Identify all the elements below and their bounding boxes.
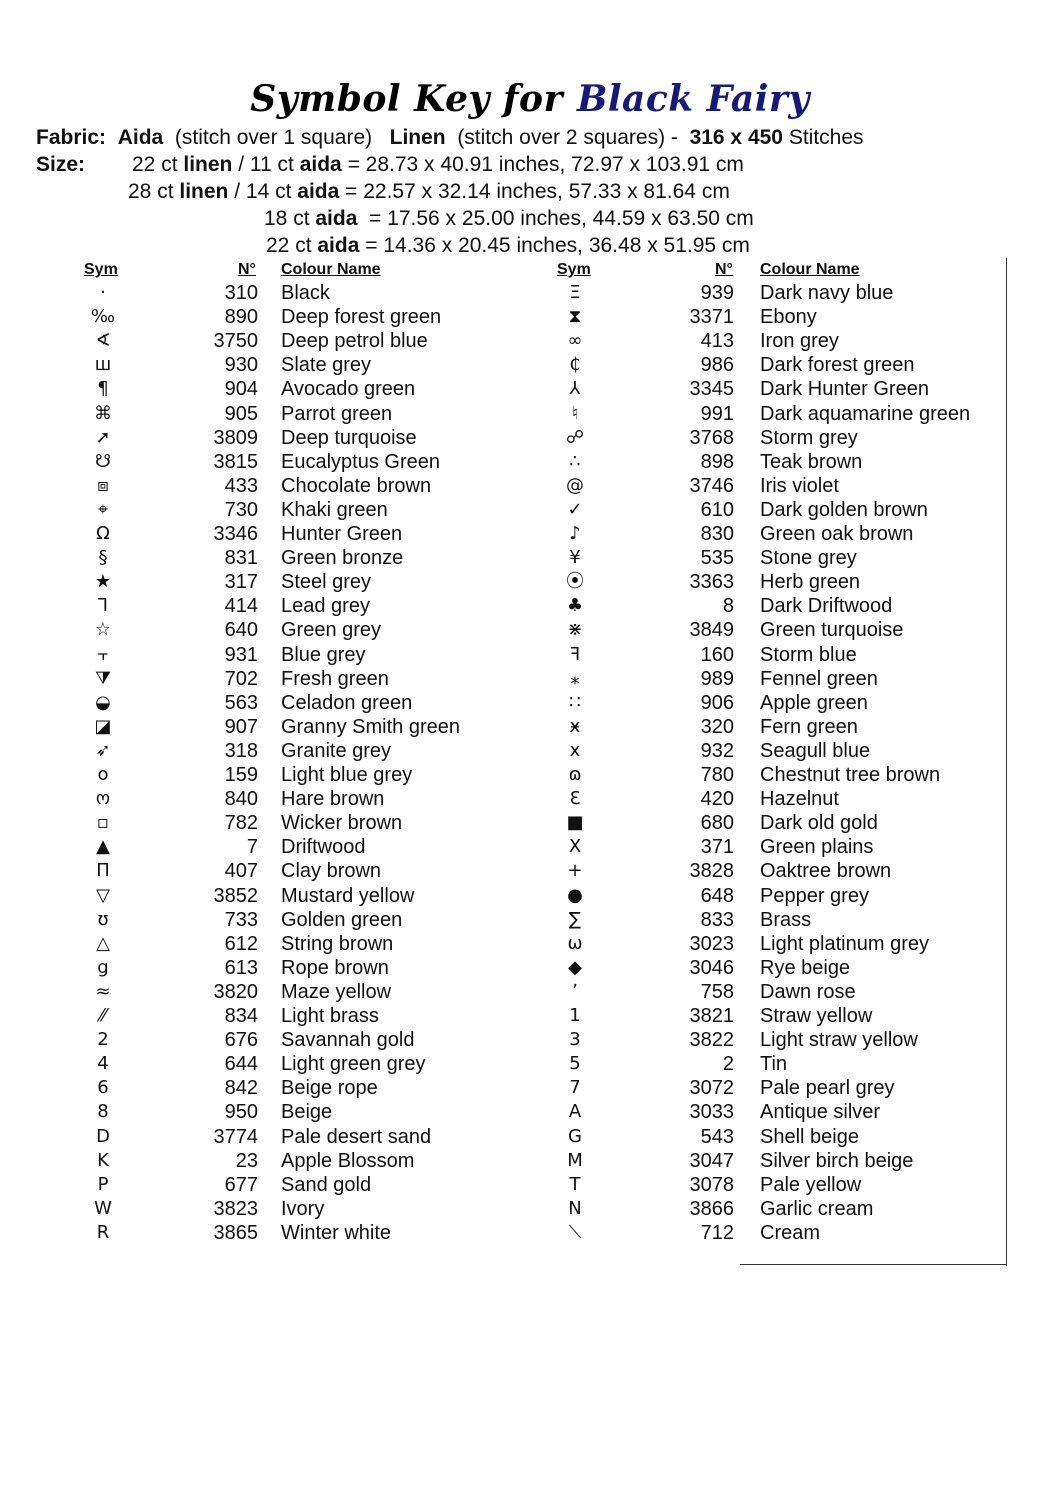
symbol-glyph: ∞ [567, 330, 583, 352]
colour-name: Straw yellow [760, 1005, 873, 1027]
size-text: / 14 ct [228, 180, 298, 203]
size-label: Size: [36, 153, 86, 176]
colour-name: Dark old gold [760, 812, 878, 835]
symbol-glyph: N [568, 1197, 582, 1219]
symbol-glyph: △ [96, 932, 110, 954]
colour-name: Steel grey [281, 571, 372, 594]
thread-number: 433 [224, 474, 258, 497]
colour-name: Parrot green [281, 402, 393, 425]
fabric-linen-note: (stitch over 2 squares) - [457, 126, 678, 149]
size-text: 28 ct [128, 180, 180, 203]
colour-name: Storm blue [760, 643, 857, 666]
thread-number: 2 [722, 1053, 734, 1076]
thread-number: 3822 [689, 1029, 734, 1052]
symbol-glyph: ⁎ [570, 667, 580, 689]
colour-name: Granny Smith green [281, 715, 460, 738]
colour-name: Winter white [281, 1221, 392, 1244]
thread-number: 159 [224, 764, 258, 786]
symbol-glyph: ӿ [569, 715, 581, 737]
colour-name: Dawn rose [760, 980, 856, 1003]
size-line [264, 207, 754, 231]
colour-name: Deep forest green [281, 306, 442, 329]
thread-number: 906 [700, 691, 734, 714]
colour-name: Silver birch beige [760, 1149, 914, 1172]
thread-number: 648 [700, 884, 734, 907]
thread-number: 840 [224, 788, 258, 811]
colour-name: Ebony [760, 306, 817, 329]
symbol-glyph: 2 [97, 1029, 109, 1051]
thread-number: 3809 [213, 426, 258, 449]
size-fabric: aida [299, 153, 342, 176]
colour-name: Mustard yellow [281, 884, 415, 907]
thread-number: 842 [224, 1077, 258, 1100]
symbol-glyph: ▲ [96, 836, 110, 858]
symbol-glyph: ꓶ [97, 595, 109, 617]
thread-number: 318 [224, 739, 258, 762]
thread-number: 702 [224, 667, 258, 690]
colour-name: Apple green [760, 691, 868, 714]
symbol-glyph: A [568, 1101, 582, 1123]
thread-number: 310 [224, 282, 258, 304]
colour-name: Light blue grey [281, 764, 413, 786]
thread-number: 733 [224, 908, 258, 931]
colour-name: Beige rope [281, 1077, 378, 1100]
colour-name: Fresh green [281, 667, 389, 690]
colour-name: Hazelnut [760, 788, 839, 811]
colour-name: Oaktree brown [760, 860, 892, 883]
symbol-glyph: ∴ [569, 450, 581, 472]
thread-number: 676 [224, 1029, 258, 1052]
thread-number: 712 [700, 1221, 734, 1244]
colour-name: Lead grey [281, 595, 370, 618]
thread-number: 612 [224, 932, 258, 955]
thread-number: 890 [224, 306, 258, 329]
colour-name: Storm grey [760, 426, 858, 449]
symbol-glyph: ₵ [569, 354, 581, 376]
thread-number: 371 [700, 836, 734, 859]
symbol-glyph: ✓ [567, 498, 583, 520]
symbol-glyph: ο [97, 764, 109, 785]
header-num-right: N° [715, 261, 733, 278]
thread-number: 3033 [689, 1101, 734, 1124]
thread-number: 543 [700, 1125, 734, 1148]
colour-name: Light brass [281, 1005, 379, 1027]
thread-number: 413 [700, 330, 734, 353]
thread-number: 3821 [689, 1005, 734, 1027]
colour-name: Ivory [281, 1197, 325, 1220]
thread-number: 680 [700, 812, 734, 835]
thread-number: 407 [224, 860, 258, 883]
colour-name: Light straw yellow [760, 1029, 918, 1052]
fabric-aida: Aida [117, 126, 164, 149]
thread-number: 904 [224, 378, 258, 401]
symbol-glyph: ɷ [568, 764, 582, 785]
symbol-glyph: 1 [569, 1005, 581, 1026]
symbol-glyph: ¶ [97, 378, 109, 400]
symbol-glyph: ➚ [95, 426, 111, 448]
colour-name: Granite grey [281, 739, 392, 762]
symbol-glyph: ⫟ [97, 643, 109, 665]
thread-number: 3023 [689, 932, 734, 955]
colour-name: Slate grey [281, 354, 372, 377]
symbol-glyph: Ξ [569, 282, 581, 303]
thread-number: 830 [700, 523, 734, 545]
size-fabric: linen [179, 180, 229, 203]
size-dimensions: = 22.57 x 32.14 inches, 57.33 x 81.64 cm [339, 180, 730, 203]
colour-name: Dark aquamarine green [760, 402, 971, 425]
symbol-glyph: ⋇ [567, 619, 583, 641]
stitch-count: 316 x 450 [689, 126, 783, 149]
symbol-glyph: ☍ [565, 426, 585, 448]
symbol-glyph: ◪ [94, 715, 112, 737]
symbol-glyph: ʊ [97, 908, 109, 930]
colour-name: Dark Hunter Green [760, 378, 929, 401]
symbol-glyph: ⅄ [569, 378, 581, 400]
colour-name: Hare brown [281, 788, 385, 811]
symbol-glyph: ‰ [90, 306, 116, 328]
thread-number: 613 [224, 956, 258, 979]
symbol-glyph: ♪ [569, 523, 581, 544]
thread-number: 930 [224, 354, 258, 377]
symbol-glyph: § [98, 547, 108, 569]
thread-number: 3363 [689, 571, 734, 594]
symbol-glyph: 4 [97, 1053, 109, 1075]
colour-name: Green plains [760, 836, 874, 859]
symbol-glyph: Ɛ [569, 788, 581, 810]
symbol-glyph: ⧩ [94, 667, 112, 689]
thread-number: 833 [700, 908, 734, 931]
symbol-glyph: ⧈ [97, 474, 109, 496]
thread-number: 950 [224, 1101, 258, 1124]
thread-number: 3345 [689, 378, 734, 401]
symbol-glyph: ♮ [571, 402, 579, 424]
page-title [0, 78, 1060, 120]
colour-name: Iris violet [760, 474, 839, 497]
symbol-glyph: Ⅹ [568, 836, 582, 858]
colour-name: Maze yellow [281, 980, 392, 1003]
colour-name: Seagull blue [760, 739, 871, 762]
size-dimensions: = 28.73 x 40.91 inches, 72.97 x 103.91 cm [341, 153, 744, 176]
symbol-glyph: D [96, 1125, 110, 1147]
size-fabric: aida [297, 180, 340, 203]
symbol-glyph: R [96, 1221, 110, 1243]
thread-number: 730 [224, 498, 258, 521]
thread-number: 640 [224, 619, 258, 642]
thread-number: 3768 [689, 426, 734, 449]
size-line [36, 153, 744, 177]
symbol-glyph: Ω [96, 523, 110, 544]
header-num-left: N° [238, 261, 256, 278]
thread-number: 3371 [689, 306, 734, 329]
colour-name: Deep turquoise [281, 426, 417, 449]
header-sym-left: Sym [84, 261, 118, 278]
colour-name: Dark navy blue [760, 282, 894, 304]
header-sym-right: Sym [557, 261, 591, 278]
fabric-linen: Linen [389, 126, 446, 149]
symbol-glyph: ∷ [569, 691, 581, 713]
colour-name: Avocado green [281, 378, 416, 401]
colour-name: Stone grey [760, 547, 857, 570]
thread-number: 905 [224, 402, 258, 425]
colour-name: Dark golden brown [760, 498, 928, 521]
thread-number: 898 [700, 450, 734, 473]
colour-name: Light platinum grey [760, 932, 929, 955]
thread-number: 3346 [213, 523, 258, 545]
thread-number: 535 [700, 547, 734, 570]
symbol-glyph: ◆ [568, 956, 582, 978]
colour-name: Khaki green [281, 498, 388, 521]
symbol-glyph: 6 [97, 1077, 109, 1099]
size-line [266, 234, 750, 258]
colour-name: Dark forest green [760, 354, 915, 377]
symbol-glyph: ⟍ [568, 1221, 582, 1243]
colour-name: Golden green [281, 908, 403, 931]
colour-name: Clay brown [281, 860, 382, 883]
thread-number: 3078 [689, 1173, 734, 1196]
size-text: 22 ct [266, 234, 318, 257]
fabric-label: Fabric: [36, 126, 107, 149]
thread-number: 3823 [213, 1197, 258, 1220]
colour-name: Fern green [760, 715, 858, 738]
colour-name: Driftwood [281, 836, 366, 859]
colour-name: Chocolate brown [281, 474, 432, 497]
thread-number: 23 [235, 1149, 258, 1172]
colour-name: Wicker brown [281, 812, 403, 835]
colour-name: Pale yellow [760, 1173, 862, 1196]
colour-name: Fennel green [760, 667, 878, 690]
symbol-glyph: ◒ [95, 691, 111, 713]
colour-name: Rope brown [281, 956, 389, 979]
thread-number: 3047 [689, 1149, 734, 1172]
colour-name: Cream [760, 1221, 821, 1244]
colour-name: Dark Driftwood [760, 595, 893, 618]
symbol-glyph: ➶ [95, 739, 111, 761]
fabric-line [36, 126, 864, 150]
thread-number: 3750 [213, 330, 258, 353]
symbol-glyph: ▽ [96, 884, 110, 906]
colour-name: Green bronze [281, 547, 404, 570]
table-border-right [1006, 258, 1007, 1266]
thread-number: 3746 [689, 474, 734, 497]
size-line [128, 180, 730, 204]
thread-number: 3046 [689, 956, 734, 979]
symbol-glyph: 7 [569, 1077, 581, 1099]
thread-number: 563 [224, 691, 258, 714]
symbol-glyph: ¥ [569, 547, 581, 569]
thread-number: 3815 [213, 450, 258, 473]
stitches-word: Stitches [788, 126, 864, 149]
symbol-glyph: G [568, 1125, 582, 1147]
colour-name: Green turquoise [760, 619, 904, 642]
colour-name: Beige [281, 1101, 333, 1124]
colour-name: Pepper grey [760, 884, 869, 907]
colour-name: Eucalyptus Green [281, 450, 440, 473]
symbol-glyph: T [569, 1173, 581, 1195]
colour-name: Iron grey [760, 330, 839, 353]
colour-name: Pale pearl grey [760, 1077, 895, 1100]
colour-name: Tin [760, 1053, 788, 1076]
colour-name: Rye beige [760, 956, 851, 979]
thread-number: 834 [224, 1005, 258, 1027]
thread-number: 3774 [213, 1125, 258, 1148]
symbol-glyph: W [94, 1197, 112, 1219]
colour-name: Deep petrol blue [281, 330, 428, 353]
symbol-glyph: M [567, 1149, 583, 1171]
symbol-glyph: K [97, 1149, 109, 1171]
thread-number: 986 [700, 354, 734, 377]
thread-number: 644 [224, 1053, 258, 1076]
colour-name: Savannah gold [281, 1029, 415, 1052]
colour-name: Teak brown [760, 450, 863, 473]
size-text: / 11 ct [232, 153, 300, 176]
pattern-name: Black Fairy [576, 78, 810, 120]
symbol-glyph: ⧗ [568, 306, 582, 328]
thread-number: 758 [700, 980, 734, 1003]
thread-number: 414 [224, 595, 258, 618]
size-fabric: aida [315, 207, 358, 230]
thread-number: 3820 [213, 980, 258, 1003]
symbol-glyph: ⁄⁄ [99, 1005, 106, 1026]
title-prefix: Symbol Key for [250, 78, 563, 120]
header-name-right: Colour Name [760, 261, 860, 278]
size-dimensions: = 17.56 x 25.00 inches, 44.59 x 63.50 cm [357, 207, 754, 230]
table-border-bottom [740, 1264, 1007, 1265]
symbol-glyph: ო [95, 788, 111, 810]
colour-name: Chestnut tree brown [760, 764, 941, 786]
symbol-glyph: + [567, 860, 583, 882]
colour-name: Hunter Green [281, 523, 403, 545]
colour-name: Light green grey [281, 1053, 426, 1076]
symbol-glyph: ● [567, 884, 583, 906]
colour-name: Herb green [760, 571, 861, 594]
symbol-glyph: ☆ [94, 619, 112, 641]
symbol-glyph: @ [566, 474, 584, 496]
symbol-glyph: 8 [97, 1101, 109, 1123]
size-fabric: linen [183, 153, 233, 176]
thread-number: 420 [700, 788, 734, 811]
thread-number: 939 [700, 282, 734, 304]
symbol-glyph: ∢ [95, 330, 111, 352]
symbol-glyph: ∑ [568, 908, 582, 930]
thread-number: 931 [224, 643, 258, 666]
thread-number: 907 [224, 715, 258, 738]
symbol-glyph: g [97, 956, 109, 978]
colour-name: Pale desert sand [281, 1125, 432, 1148]
symbol-glyph: P [97, 1173, 109, 1195]
thread-number: 3865 [213, 1221, 258, 1244]
colour-name: Celadon green [281, 691, 413, 714]
symbol-glyph: 5 [569, 1053, 581, 1075]
symbol-glyph: Π [96, 860, 110, 882]
colour-name: Blue grey [281, 643, 366, 666]
symbol-glyph: ≈ [95, 980, 111, 1002]
colour-name: Garlic cream [760, 1197, 874, 1220]
thread-number: 3849 [689, 619, 734, 642]
colour-name: String brown [281, 932, 394, 955]
symbol-glyph: ★ [94, 571, 112, 593]
symbol-glyph: ▫ [96, 812, 110, 834]
thread-number: 610 [700, 498, 734, 521]
size-text: 18 ct [264, 207, 316, 230]
colour-name: Green grey [281, 619, 382, 642]
colour-name: Apple Blossom [281, 1149, 415, 1172]
thread-number: 3866 [689, 1197, 734, 1220]
symbol-glyph: ꟻ [569, 643, 581, 665]
thread-number: 317 [224, 571, 258, 594]
symbol-glyph: ⌖ [97, 498, 109, 520]
thread-number: 831 [224, 547, 258, 570]
colour-name: Antique silver [760, 1101, 881, 1124]
header-name-left: Colour Name [281, 261, 381, 278]
symbol-glyph: ω [567, 932, 583, 954]
thread-number: 3852 [213, 884, 258, 907]
symbol-glyph: ■ [566, 812, 584, 834]
symbol-glyph: ⦿ [566, 571, 584, 593]
symbol-glyph: ٬ [572, 980, 578, 1002]
symbol-glyph: ♣ [566, 595, 584, 617]
colour-name: Black [281, 282, 330, 304]
symbol-glyph: · [100, 282, 106, 303]
fabric-aida-note: (stitch over 1 square) [174, 126, 373, 149]
thread-number: 677 [224, 1173, 258, 1196]
colour-name: Brass [760, 908, 812, 931]
symbol-glyph: ш [94, 354, 112, 376]
thread-number: 3828 [689, 860, 734, 883]
thread-number: 932 [700, 739, 734, 762]
symbol-glyph: ☋ [95, 450, 111, 472]
size-text: 22 ct [132, 153, 184, 176]
thread-number: 8 [722, 595, 734, 618]
size-fabric: aida [317, 234, 360, 257]
symbol-glyph: x [569, 739, 581, 761]
thread-number: 780 [700, 764, 734, 786]
thread-number: 160 [700, 643, 734, 666]
colour-name: Sand gold [281, 1173, 372, 1196]
thread-number: 320 [700, 715, 734, 738]
colour-name: Green oak brown [760, 523, 914, 545]
thread-number: 991 [700, 402, 734, 425]
thread-number: 989 [700, 667, 734, 690]
symbol-glyph: 3 [569, 1029, 581, 1051]
colour-name: Shell beige [760, 1125, 859, 1148]
symbol-glyph: ⌘ [94, 402, 112, 424]
thread-number: 7 [246, 836, 258, 859]
size-dimensions: = 14.36 x 20.45 inches, 36.48 x 51.95 cm [359, 234, 750, 257]
thread-number: 3072 [689, 1077, 734, 1100]
thread-number: 782 [224, 812, 258, 835]
